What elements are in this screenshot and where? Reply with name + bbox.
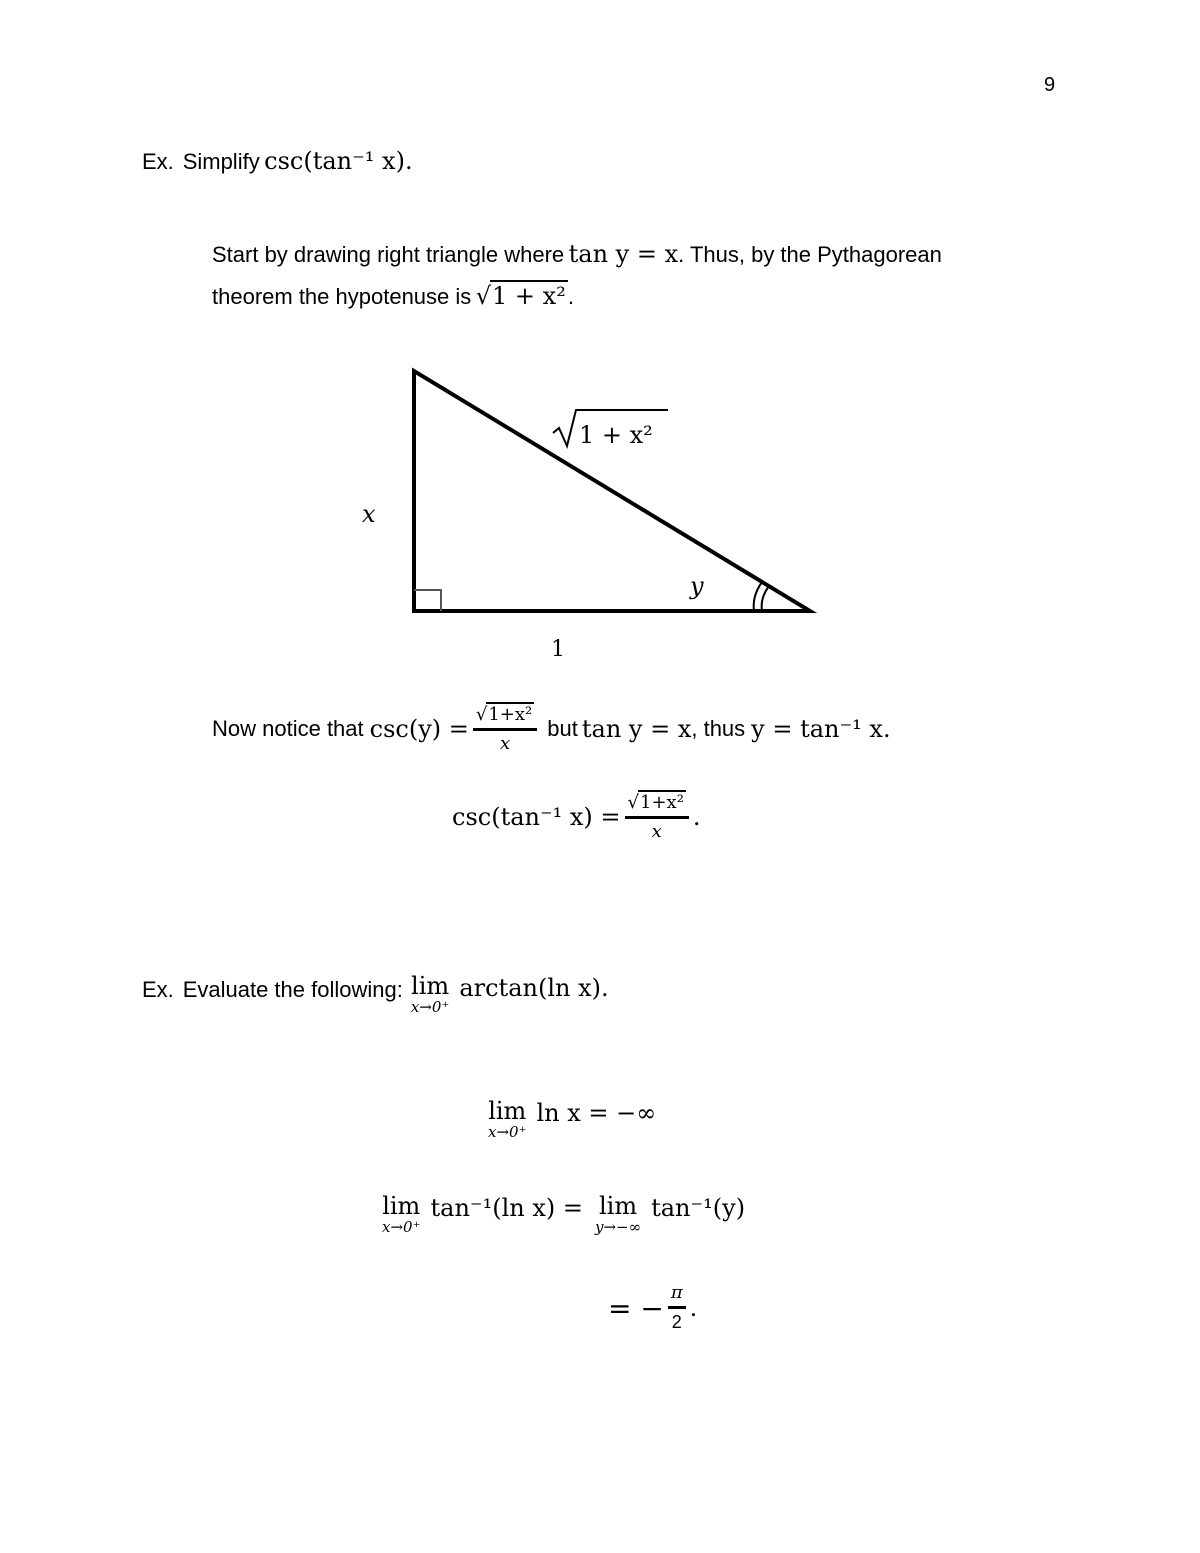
result-1-numerator: 1+x² (640, 792, 684, 813)
example-2-limit (411, 972, 450, 1015)
example-2-expression: arctan(ln x). (459, 974, 609, 1002)
step-1-lim-sub: x→0⁺ (488, 1123, 527, 1141)
example-1-expression: csc(tan⁻¹ x). (264, 147, 413, 175)
step-1-limit (488, 1097, 527, 1140)
notice-frac-numerator: 1+x² (488, 704, 533, 725)
hypotenuse-label: 1 + x² (579, 421, 653, 449)
result-1-lhs: csc(tan⁻¹ x) = (452, 803, 621, 831)
notice-y-eq: y = tan⁻¹ x. (751, 715, 891, 743)
step-2-lim-2-sub: y→−∞ (594, 1218, 642, 1236)
step-1-lim: lim (488, 1097, 527, 1125)
page-number: 9 (1044, 74, 1056, 96)
step-2-expression-1: tan⁻¹(ln x) = (430, 1194, 583, 1222)
step-2-limit-1 (382, 1192, 421, 1235)
base-label: 1 (551, 637, 565, 662)
triangle-outline (414, 371, 810, 611)
example-2-instruction: Evaluate the following: (182, 977, 403, 1002)
result-1 (452, 790, 701, 844)
step-2-limit-2 (595, 1192, 641, 1235)
explanation-line-2-text: theorem the hypotenuse is (212, 284, 472, 309)
step-3-equals: = − (608, 1291, 664, 1325)
step-1 (488, 1097, 656, 1140)
explanation-line-1-math: tan y = x (568, 240, 679, 268)
explanation-line-2-math: 1 + x² (492, 282, 566, 310)
angle-label: y (690, 572, 704, 600)
step-1-expression: ln x = −∞ (536, 1099, 657, 1127)
example-2-lim: lim (411, 972, 450, 1000)
result-1-fraction: $\frac{\text{√1+x²}}{x}$ (625, 790, 689, 844)
notice-lhs: csc(y) = (369, 715, 469, 743)
notice-line (212, 702, 891, 756)
example-2-prefix: Ex. (142, 977, 174, 1002)
notice-fraction: $\frac{\text{√1+x²}}{x}$ (473, 702, 537, 756)
example-2-lim-sub: x→0⁺ (410, 998, 450, 1016)
step-3-numerator: π (670, 1282, 683, 1303)
step-2-lim-1-sub: x→0⁺ (382, 1218, 421, 1236)
result-1-end: . (692, 803, 701, 831)
result-1-denominator: x (651, 821, 662, 842)
step-2-lim-1: lim (382, 1192, 421, 1220)
explanation-line-2: theorem the hypotenuse is √1 + x². (212, 282, 574, 310)
step-3-denominator: 2 (671, 1312, 682, 1332)
explanation-line-1-text: Start by drawing right triangle where (212, 242, 565, 267)
vertical-side-label: x (362, 500, 376, 528)
step-2 (382, 1192, 745, 1235)
example-2-heading (142, 972, 609, 1015)
step-3-end: . (689, 1294, 698, 1322)
step-2-expression-2: tan⁻¹(y) (651, 1194, 746, 1222)
step-3-fraction (668, 1282, 686, 1334)
step-3 (608, 1282, 697, 1334)
explanation-line-1-rest: . Thus, by the Pythagorean (678, 242, 942, 267)
example-1-prefix: Ex. (142, 149, 174, 174)
notice-thus-text: , thus (691, 716, 746, 741)
angle-arc-inner (762, 586, 769, 611)
notice-text: Now notice that (212, 716, 364, 741)
notice-frac-denominator: x (499, 733, 511, 754)
example-1-instruction: Simplify (182, 149, 260, 174)
notice-tan-eq: tan y = x (581, 715, 692, 743)
notice-middle-text: but (547, 716, 578, 741)
right-angle-marker (414, 590, 441, 611)
step-2-lim-2: lim (598, 1192, 638, 1220)
right-triangle-diagram (0, 0, 1200, 700)
